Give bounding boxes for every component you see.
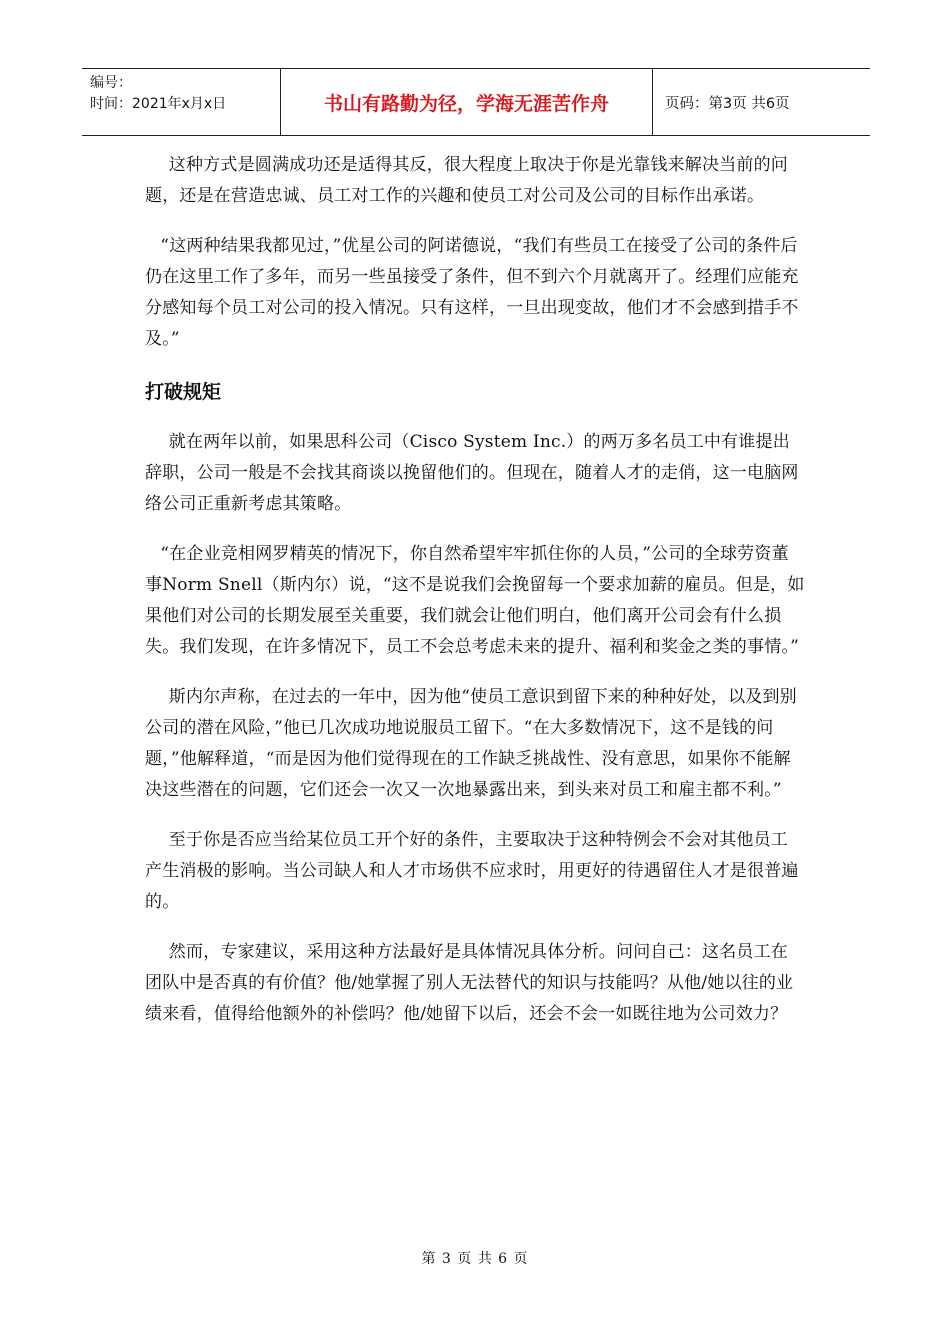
header-motto: 书山有路勤为径，学海无涯苦作舟 — [281, 69, 653, 135]
header-meta — [82, 69, 281, 135]
document-body — [145, 150, 805, 1030]
document-date-label: 时间：2021年x月x日 — [90, 96, 227, 112]
body-paragraph: 至于你是否应当给某位员工开个好的条件，主要取决于这种特例会不会对其他员工产生消极的影响。当公司缺人和人才市场供不应求时，用更好的待遇留住人才是很普遍的。 — [145, 830, 799, 912]
body-paragraph: “在企业竞相网罗精英的情况下，你自然希望牢牢抓住你的人员，”公司的全球劳资董事Norm Snell（斯内尔）说，“这不是说我们会挽留每一个要求加薪的雇员。但是，如果他们对公司的长期发展至关重要，我们就会让他们明白，他们离开公司会有什么损失。我们发现，在许多情况下，员工不会总考虑未来的提升、福利和奖金之类的事情。” — [145, 544, 805, 657]
body-paragraph: 斯内尔声称，在过去的一年中，因为他“使员工意识到留下来的种种好处，以及到别公司的潜在风险，”他已几次成功地说服员工留下。“在大多数情况下，这不是钱的问题，”他解释道，“而是因为他们觉得现在的工作缺乏挑战性、没有意思，如果你不能解决这些潜在的问题，它们还会一次又一次地暴露出来，到头来对员工和雇主都不利。” — [145, 687, 797, 800]
page-footer: 第 3 页 共 6 页 — [421, 1251, 529, 1267]
header-page-number: 页码：第3页 共6页 — [665, 95, 790, 112]
body-paragraph: 这种方式是圆满成功还是适得其反，很大程度上取决于你是光靠钱来解决当前的问题，还是在营造忠诚、员工对工作的兴趣和使员工对公司及公司的目标作出承诺。 — [145, 155, 788, 206]
section-heading: 打破规矩 — [145, 381, 222, 403]
document-number-label: 编号： — [90, 75, 132, 91]
page-header — [82, 68, 870, 136]
body-paragraph: 就在两年以前，如果思科公司（Cisco System Inc.）的两万多名员工中有谁提出辞职，公司一般是不会找其商谈以挽留他们的。但现在，随着人才的走俏，这一电脑网络公司正重新考虑其策略。 — [145, 432, 799, 514]
body-paragraph: 然而，专家建议，采用这种方法最好是具体情况具体分析。问问自己：这名员工在团队中是否真的有价值？他/她掌握了别人无法替代的知识与技能吗？从他/她以往的业绩来看，值得给他额外的补偿吗？他/她留下以后，还会不会一如既往地为公司效力？ — [145, 942, 794, 1024]
body-paragraph: “这两种结果我都见过，”优星公司的阿诺德说，“我们有些员工在接受了公司的条件后仍在这里工作了多年，而另一些虽接受了条件，但不到六个月就离开了。经理们应能充分感知每个员工对公司的投入情况。只有这样，一旦出现变故，他们才不会感到措手不及。” — [145, 236, 799, 349]
